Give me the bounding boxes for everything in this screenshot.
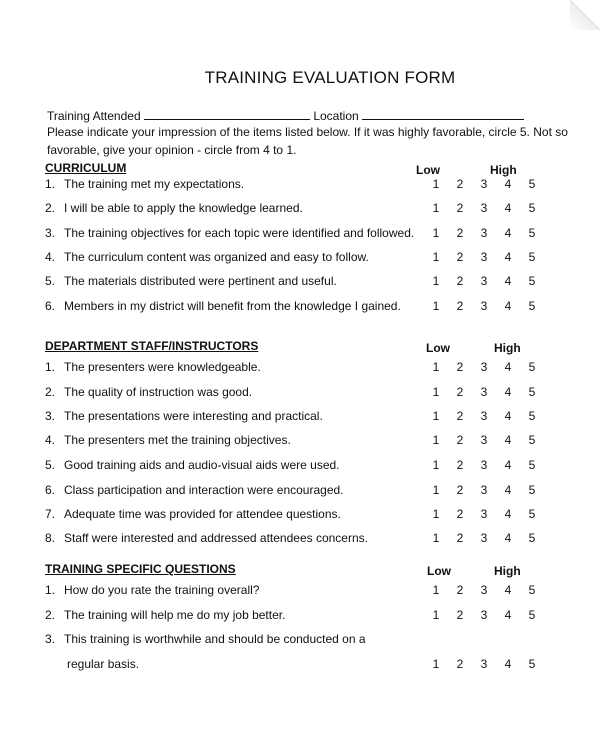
rating-option-1[interactable]: 1 [432, 226, 440, 240]
question-number: 1. [45, 360, 56, 374]
question-text: The training met my expectations. [64, 177, 245, 191]
rating-option-4[interactable]: 4 [504, 458, 512, 472]
rating-option-2[interactable]: 2 [456, 583, 464, 597]
rating-option-5[interactable]: 5 [528, 409, 536, 423]
question-row [45, 657, 565, 673]
question-text: Members in my district will benefit from the knowledge I gained. [64, 299, 401, 313]
rating-option-2[interactable]: 2 [456, 250, 464, 264]
rating-option-3[interactable]: 3 [480, 201, 488, 215]
rating-option-3[interactable]: 3 [480, 458, 488, 472]
question-text: Class participation and interaction were encouraged. [64, 483, 344, 497]
rating-option-3[interactable]: 3 [480, 299, 488, 313]
question-number: 2. [45, 201, 56, 215]
training-location-line [47, 109, 524, 123]
question-number: 6. [45, 299, 56, 313]
training-attended-field[interactable] [144, 109, 310, 120]
rating-option-1[interactable]: 1 [432, 385, 440, 399]
scale-low-label: Low [416, 163, 440, 177]
rating-option-5[interactable]: 5 [528, 483, 536, 497]
section-heading: TRAINING SPECIFIC QUESTIONS [45, 562, 236, 576]
rating-option-4[interactable]: 4 [504, 409, 512, 423]
rating-option-5[interactable]: 5 [528, 274, 536, 288]
rating-option-5[interactable]: 5 [528, 433, 536, 447]
rating-option-1[interactable]: 1 [432, 608, 440, 622]
question-row [45, 458, 565, 474]
question-number: 2. [45, 608, 56, 622]
rating-option-4[interactable]: 4 [504, 385, 512, 399]
question-number: 5. [45, 274, 56, 288]
rating-option-3[interactable]: 3 [480, 226, 488, 240]
question-number: 3. [45, 409, 56, 423]
rating-option-4[interactable]: 4 [504, 608, 512, 622]
scale-low-label: Low [427, 564, 451, 578]
question-row [45, 531, 565, 547]
rating-option-4[interactable]: 4 [504, 583, 512, 597]
scale-high-label: High [490, 163, 517, 177]
scale-low-label: Low [426, 341, 450, 355]
question-row [45, 226, 565, 242]
question-number: 1. [45, 177, 56, 191]
rating-option-4[interactable]: 4 [504, 657, 512, 671]
question-number: 3. [45, 226, 56, 240]
rating-option-3[interactable]: 3 [480, 385, 488, 399]
question-number: 8. [45, 531, 56, 545]
rating-option-2[interactable]: 2 [456, 409, 464, 423]
rating-option-1[interactable]: 1 [432, 657, 440, 671]
rating-option-1[interactable]: 1 [432, 583, 440, 597]
question-row [45, 409, 565, 425]
rating-option-1[interactable]: 1 [432, 433, 440, 447]
question-number: 1. [45, 583, 56, 597]
rating-option-5[interactable]: 5 [528, 177, 536, 191]
question-text: regular basis. [67, 657, 140, 671]
question-number: 5. [45, 458, 56, 472]
question-number: 4. [45, 250, 56, 264]
rating-option-1[interactable]: 1 [432, 531, 440, 545]
instructions-line-1: Please indicate your impression of the items listed below. If it was highly favorable, circle 5. Not so [47, 125, 568, 139]
rating-option-4[interactable]: 4 [504, 433, 512, 447]
rating-option-1[interactable]: 1 [432, 299, 440, 313]
question-text: The materials distributed were pertinent and useful. [64, 274, 337, 288]
rating-option-5[interactable]: 5 [528, 507, 536, 521]
rating-option-4[interactable]: 4 [504, 226, 512, 240]
question-number: 6. [45, 483, 56, 497]
rating-option-1[interactable]: 1 [432, 458, 440, 472]
question-row [45, 201, 565, 217]
question-text: How do you rate the training overall? [64, 583, 260, 597]
question-row [45, 299, 565, 315]
question-row [45, 632, 565, 648]
rating-option-4[interactable]: 4 [504, 360, 512, 374]
rating-option-1[interactable]: 1 [432, 250, 440, 264]
rating-option-1[interactable]: 1 [432, 507, 440, 521]
question-row [45, 274, 565, 290]
question-text: The training objectives for each topic were identified and followed. [64, 226, 415, 240]
rating-option-3[interactable]: 3 [480, 531, 488, 545]
rating-option-2[interactable]: 2 [456, 360, 464, 374]
location-label: Location [313, 109, 359, 123]
question-text: The quality of instruction was good. [64, 385, 253, 399]
question-number: 7. [45, 507, 56, 521]
rating-option-2[interactable]: 2 [456, 608, 464, 622]
rating-option-5[interactable]: 5 [528, 299, 536, 313]
question-row [45, 250, 565, 266]
rating-option-5[interactable]: 5 [528, 385, 536, 399]
location-field[interactable] [362, 109, 524, 120]
question-text: Staff were interested and addressed attendees concerns. [64, 531, 368, 545]
rating-option-2[interactable]: 2 [456, 657, 464, 671]
rating-option-5[interactable]: 5 [528, 458, 536, 472]
rating-option-2[interactable]: 2 [456, 201, 464, 215]
rating-option-2[interactable]: 2 [456, 433, 464, 447]
rating-option-5[interactable]: 5 [528, 657, 536, 671]
question-text: Adequate time was provided for attendee questions. [64, 507, 341, 521]
section-heading: DEPARTMENT STAFF/INSTRUCTORS [45, 339, 259, 353]
question-text: The presenters were knowledgeable. [64, 360, 261, 374]
rating-option-3[interactable]: 3 [480, 177, 488, 191]
rating-option-4[interactable]: 4 [504, 507, 512, 521]
rating-option-4[interactable]: 4 [504, 177, 512, 191]
rating-option-3[interactable]: 3 [480, 274, 488, 288]
rating-option-4[interactable]: 4 [504, 483, 512, 497]
rating-option-1[interactable]: 1 [432, 483, 440, 497]
question-text: I will be able to apply the knowledge learned. [64, 201, 303, 215]
question-row [45, 507, 565, 523]
rating-option-3[interactable]: 3 [480, 409, 488, 423]
question-text: The curriculum content was organized and easy to follow. [64, 250, 369, 264]
question-number: 3. [45, 632, 56, 646]
scale-high-label: High [494, 341, 521, 355]
rating-option-4[interactable]: 4 [504, 531, 512, 545]
rating-option-1[interactable]: 1 [432, 360, 440, 374]
question-text: The presenters met the training objectives. [64, 433, 291, 447]
rating-option-4[interactable]: 4 [504, 274, 512, 288]
rating-option-3[interactable]: 3 [480, 507, 488, 521]
question-number: 2. [45, 385, 56, 399]
rating-option-1[interactable]: 1 [432, 201, 440, 215]
rating-option-2[interactable]: 2 [456, 299, 464, 313]
question-number: 4. [45, 433, 56, 447]
form-title: TRAINING EVALUATION FORM [204, 68, 456, 87]
rating-option-5[interactable]: 5 [528, 531, 536, 545]
instructions-line-2: favorable, give your opinion - circle from 4 to 1. [47, 143, 297, 157]
rating-option-3[interactable]: 3 [480, 608, 488, 622]
rating-option-3[interactable]: 3 [480, 657, 488, 671]
rating-option-1[interactable]: 1 [432, 274, 440, 288]
rating-option-3[interactable]: 3 [480, 583, 488, 597]
question-row [45, 583, 565, 599]
question-text: The training will help me do my job better. [64, 608, 286, 622]
rating-option-1[interactable]: 1 [432, 177, 440, 191]
question-text: This training is worthwhile and should be conducted on a [64, 632, 366, 646]
rating-option-5[interactable]: 5 [528, 226, 536, 240]
rating-option-2[interactable]: 2 [456, 226, 464, 240]
rating-option-5[interactable]: 5 [528, 360, 536, 374]
rating-option-4[interactable]: 4 [504, 250, 512, 264]
rating-option-2[interactable]: 2 [456, 274, 464, 288]
question-row [45, 433, 565, 449]
rating-option-2[interactable]: 2 [456, 385, 464, 399]
section-heading: CURRICULUM [45, 161, 127, 175]
rating-option-4[interactable]: 4 [504, 201, 512, 215]
rating-option-5[interactable]: 5 [528, 250, 536, 264]
question-row [45, 483, 565, 499]
rating-option-3[interactable]: 3 [480, 433, 488, 447]
rating-option-2[interactable]: 2 [456, 458, 464, 472]
scale-high-label: High [494, 564, 521, 578]
rating-option-2[interactable]: 2 [456, 483, 464, 497]
rating-option-1[interactable]: 1 [432, 409, 440, 423]
question-row [45, 385, 565, 401]
question-row [45, 177, 565, 193]
rating-option-2[interactable]: 2 [456, 531, 464, 545]
rating-option-3[interactable]: 3 [480, 483, 488, 497]
rating-option-5[interactable]: 5 [528, 583, 536, 597]
question-row [45, 608, 565, 624]
rating-option-3[interactable]: 3 [480, 250, 488, 264]
question-text: Good training aids and audio-visual aids were used. [64, 458, 340, 472]
question-row [45, 360, 565, 376]
rating-option-2[interactable]: 2 [456, 507, 464, 521]
rating-option-3[interactable]: 3 [480, 360, 488, 374]
training-attended-label: Training Attended [47, 109, 141, 123]
rating-option-2[interactable]: 2 [456, 177, 464, 191]
question-text: The presentations were interesting and practical. [64, 409, 323, 423]
rating-option-5[interactable]: 5 [528, 201, 536, 215]
rating-option-5[interactable]: 5 [528, 608, 536, 622]
rating-option-4[interactable]: 4 [504, 299, 512, 313]
